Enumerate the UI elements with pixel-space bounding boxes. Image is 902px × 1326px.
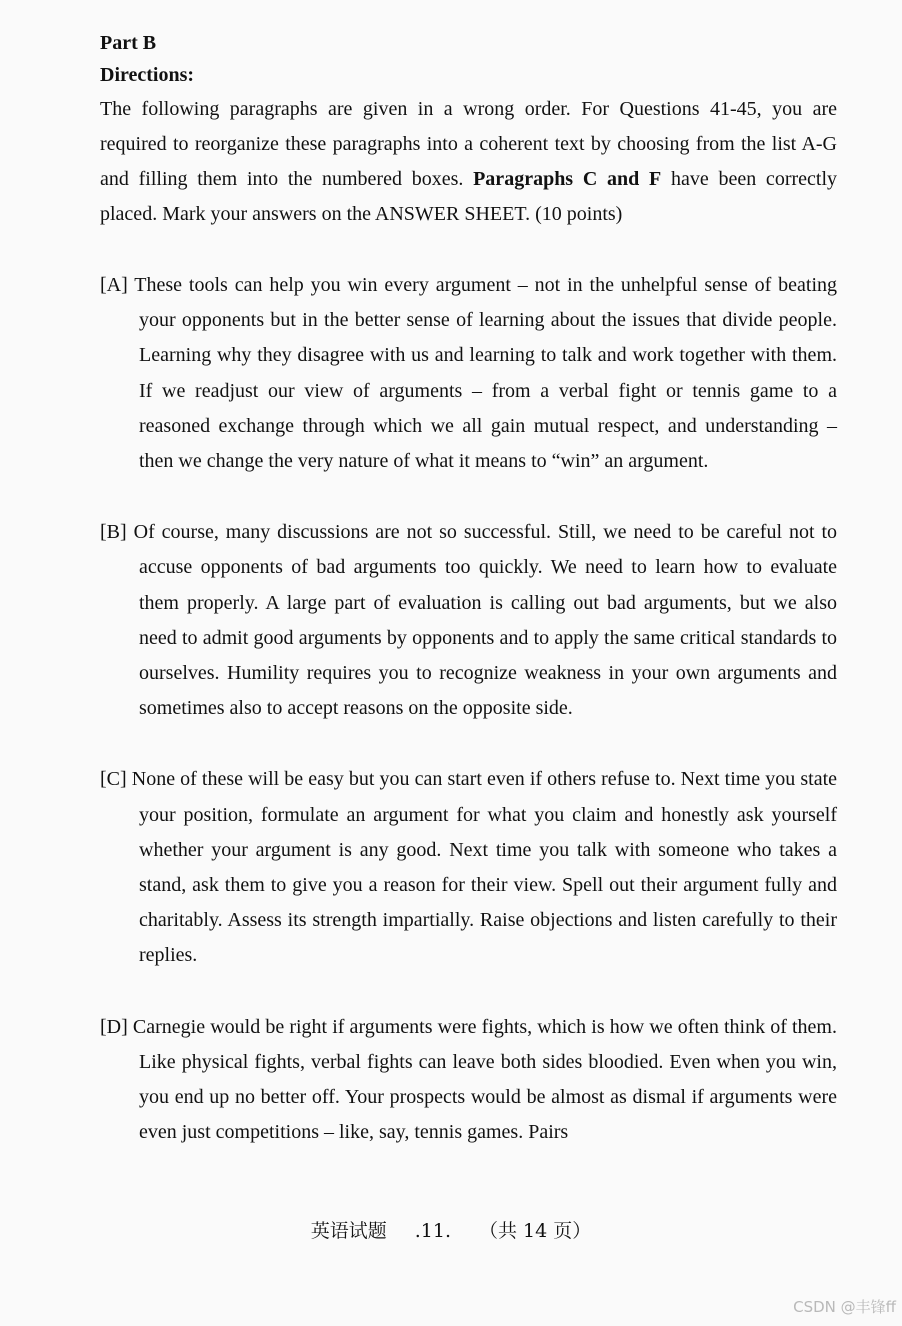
- paragraph-text: Of course, many discussions are not so successful. Still, we need to be careful not to accuse opponents of bad arguments too quickly. We need to learn how to evaluate them properly. A large part of evaluation is calling out bad arguments, but we also need to admit good arguments by opponents and to apply the same critical standards to ourselves. Humility requires you to recognize weakness in your own arguments and sometimes also to accept reasons on the opposite side.: [133, 521, 838, 720]
- directions-text-2: have been correctly placed. Mark your answers on the ANSWER SHEET. (10 points): [100, 168, 838, 225]
- footer-subject: 英语试题: [310, 1220, 387, 1242]
- watermark: CSDN @丰锋ff: [793, 1298, 896, 1316]
- paragraph-a: [100, 268, 837, 479]
- paragraph-d: [100, 1010, 837, 1150]
- directions-title: Directions:: [100, 64, 195, 86]
- part-title: Part B: [100, 32, 157, 54]
- paragraph-b: [100, 515, 837, 726]
- paragraph-c: [100, 762, 837, 973]
- paragraph-label: [B]: [100, 521, 127, 544]
- directions-text: [100, 92, 837, 232]
- paragraph-label: [C]: [100, 768, 127, 791]
- paragraph-text: None of these will be easy but you can start even if others refuse to. Next time you state your position, formulate an argument for what you claim and honestly ask yourself whether your argument is any good. Next time you talk with someone who takes a stand, ask them to give you a reason for their view. Spell out their argument fully and charitably. Assess its strength impartially. Raise objections and listen carefully to their replies.: [131, 768, 838, 967]
- page-footer: [0, 1216, 902, 1246]
- footer-page-number: .11.: [414, 1220, 451, 1242]
- exam-page: [100, 28, 837, 1150]
- directions-bold: Paragraphs C and F: [473, 168, 662, 190]
- footer-total-pages: （共 14 页）: [479, 1220, 592, 1242]
- paragraph-label: [D]: [100, 1015, 128, 1038]
- directions-text-1: The following paragraphs are given in a wrong order. For Questions 41-45, you are required to reorganize these paragraphs into a coherent text by choosing from the list A-G and filling them into the numbered boxes.: [100, 98, 837, 190]
- paragraph-text: These tools can help you win every argument – not in the unhelpful sense of beating your opponents but in the better sense of learning about the issues that divide people. Learning why they disagree with us and learning to talk and work together with them. If we readjust our view of arguments – from a verbal fight or tennis game to a reasoned exchange through which we all gain mutual respect, and understanding – then we change the very nature of what it means to “win” an argument.: [134, 274, 838, 473]
- paragraph-text: Carnegie would be right if arguments were fights, which is how we often think of them. Like physical fights, verbal fights can leave both sides bloodied. Even when you win, you end up no better off. Your prospects would be almost as dismal if arguments were even just competitions – like, say, tennis games. Pairs: [132, 1015, 837, 1144]
- paragraph-label: [A]: [100, 274, 128, 296]
